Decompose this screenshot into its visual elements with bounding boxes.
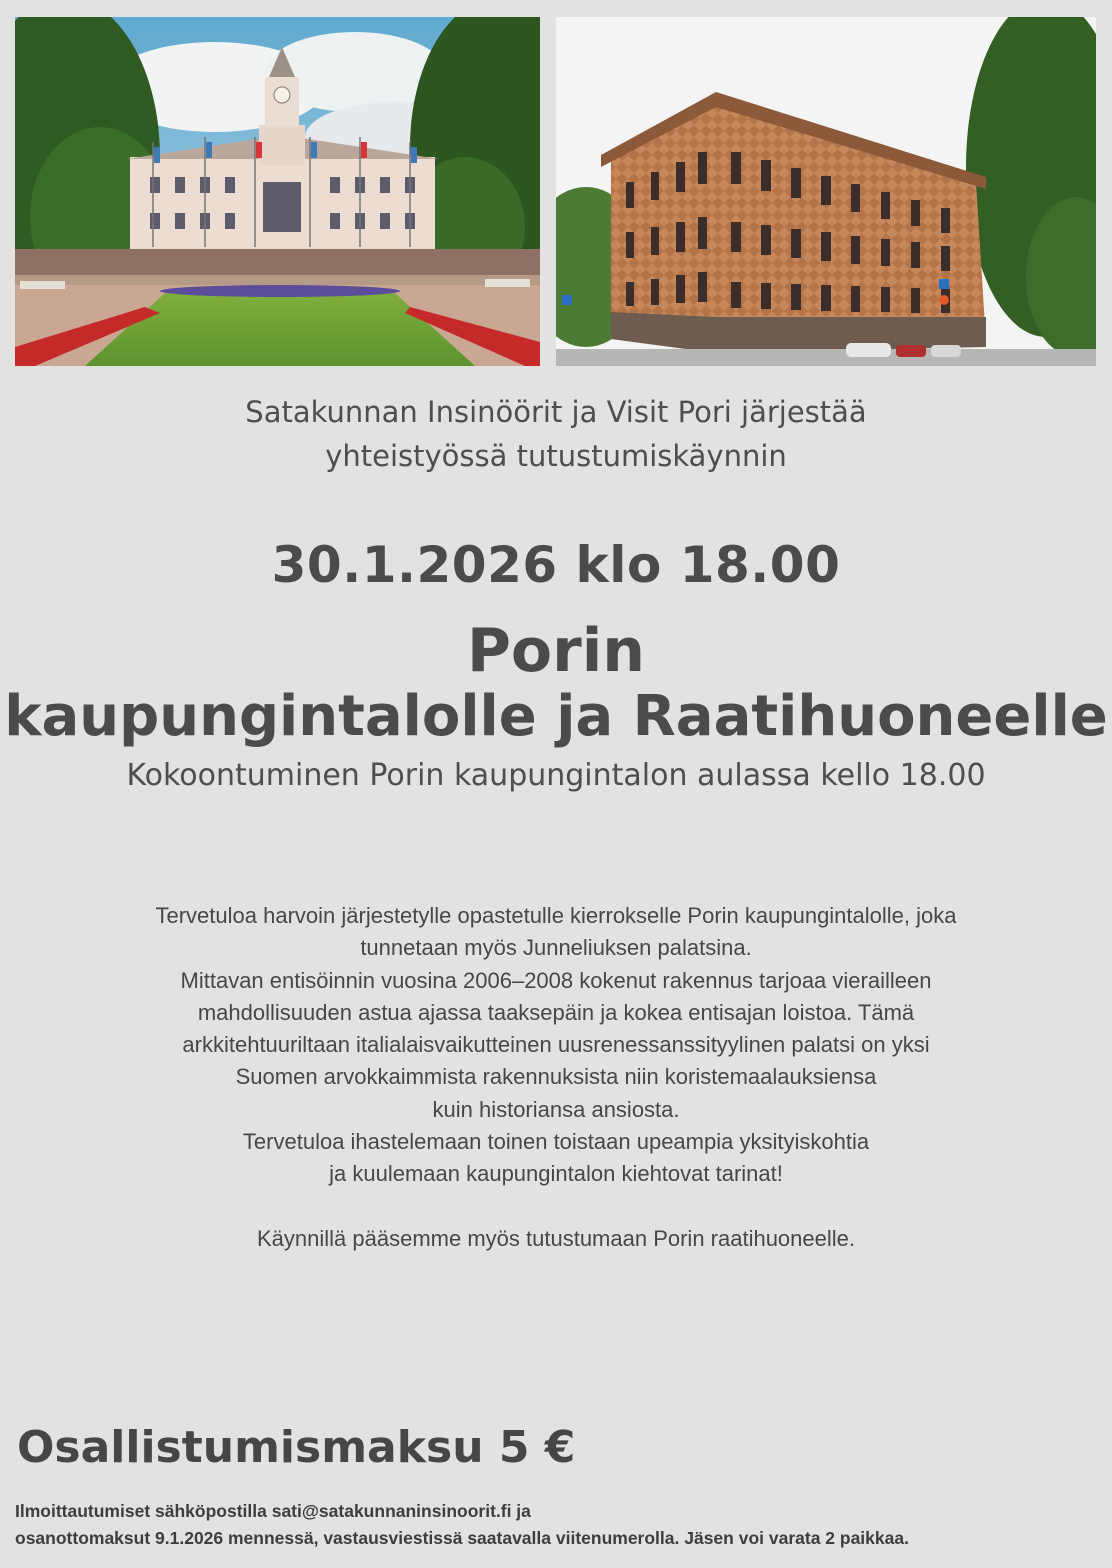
intro-text [0,390,1112,478]
event-title-line-2: kaupungintalolle ja Raatihuoneelle [4,684,1108,749]
description-line: Mittavan entisöinnin vuosina 2006–2008 kokenut rakennus tarjoaa vierailleen [180,967,932,993]
intro-line-2: yhteistyössä tutustumiskäynnin [325,439,787,473]
description-line: tunnetaan myös Junneliuksen palatsina. [360,935,752,961]
event-title-line-1: Porin [466,616,646,686]
description-line: arkkitehtuuriltaan italialaisvaikutteinen uusrenessanssityylinen palatsi on yksi [182,1032,930,1058]
intro-line-1: Satakunnan Insinöörit ja Visit Pori järjestää [245,395,867,429]
description-line: mahdollisuuden astua ajassa taaksepäin ja kokea entisajan loistoa. Tämä [197,999,915,1025]
registration-line-2: osanottomaksut 9.1.2026 mennessä, vastausviestissä saatavalla viitenumerolla. Jäsen voi varata 2 paikkaa. [15,1528,909,1548]
city-hall-photo [15,17,540,366]
registration-info [15,1498,1105,1552]
description-closing: Käynnillä pääsemme myös tutustumaan Porin raatihuoneelle. [257,1225,855,1251]
raatihuone-photo [556,17,1096,366]
registration-line-1: Ilmoittautumiset sähköpostilla sati@satakunnaninsinoorit.fi ja [15,1501,531,1521]
participation-fee: Osallistumismaksu 5 € [17,1422,576,1473]
description-line: Suomen arvokkaimmista rakennuksista niin koristemaalauksiensa [235,1064,877,1090]
description-line: kuin historiansa ansiosta. [432,1096,680,1122]
description-line: Tervetuloa ihastelemaan toinen toistaan upeampia yksityiskohtia [242,1129,870,1155]
event-date: 30.1.2026 klo 18.00 [271,536,841,594]
meeting-info: Kokoontuminen Porin kaupungintalon aulassa kello 18.00 [126,758,986,793]
description-line: Tervetuloa harvoin järjestetylle opastetulle kierrokselle Porin kaupungintalolle, joka [155,903,957,928]
description [0,900,1112,1255]
description-line: ja kuulemaan kaupungintalon kiehtovat tarinat! [329,1161,783,1187]
